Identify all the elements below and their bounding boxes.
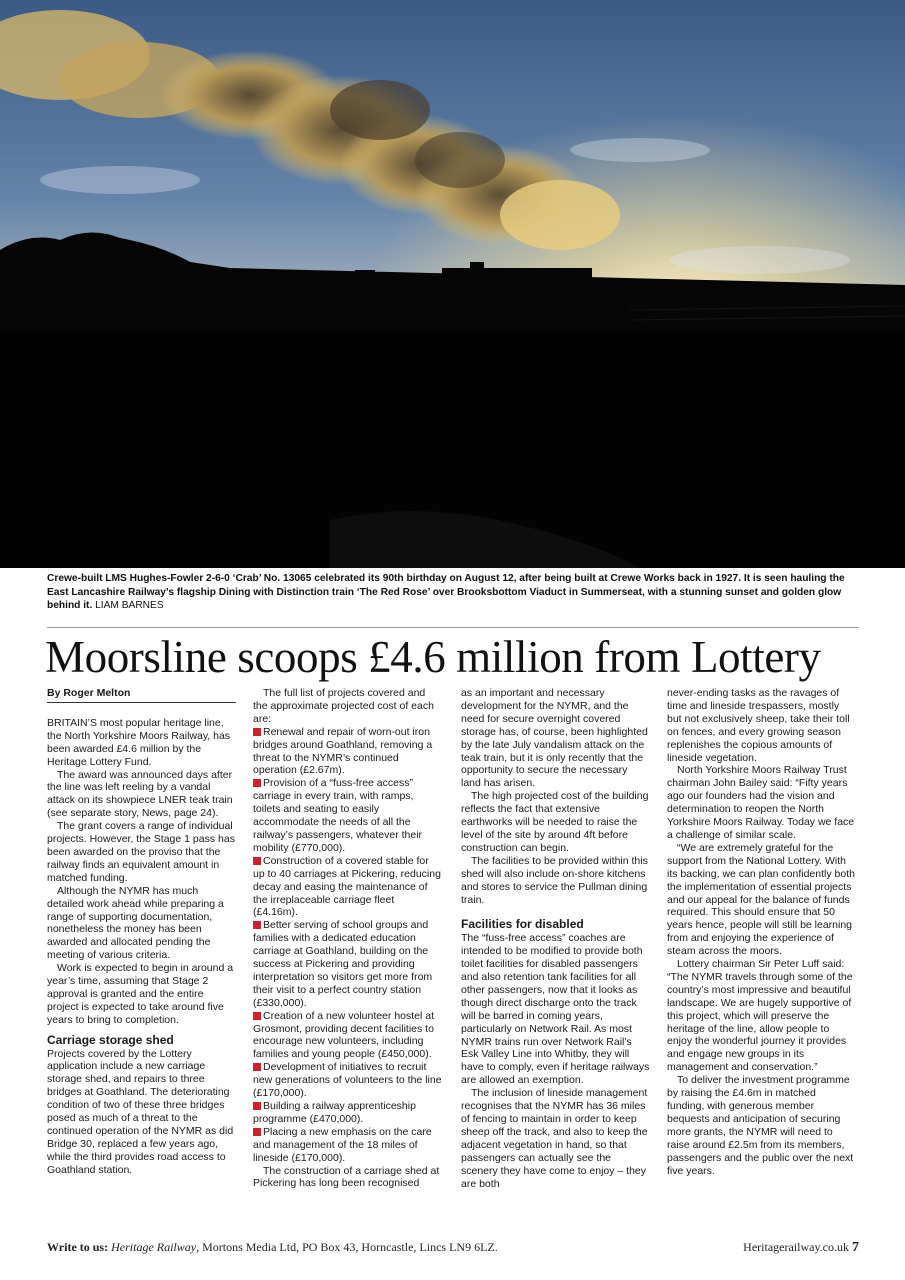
- project-bullet: Placing a new emphasis on the care and management of the 18 miles of lineside (£170,000).: [253, 1125, 432, 1164]
- column-1: [47, 687, 236, 1177]
- paragraph: The inclusion of lineside management recognises that the NYMR has 36 miles of fencing to maintain in order to keep sheep off the track, and also to keep the adjacent vegetation in hand, so that passengers can actually see the scenery they have come to enjoy – they are both: [461, 1087, 648, 1190]
- project-bullet: Building a railway apprenticeship programme (£470,000).: [253, 1100, 416, 1125]
- project-bullet: Provision of a “fuss-free access” carriage in every train, with ramps, toilets and seating to easily accommodate the needs of all the railway’s passengers, whatever their mobility (£770,000).: [253, 777, 423, 854]
- project-bullet: Creation of a new volunteer hostel at Grosmont, providing decent facilities to encourage new volunteers, including families and young people (£450,000).: [253, 1009, 435, 1061]
- caption-text: Crewe-built LMS Hughes-Fowler 2-6-0 ‘Crab’ No. 13065 celebrated its 90th birthday on August 12, after being built at Crewe Works back in 1927. It is seen hauling the East Lancashire Railway’s flagship Dining with Distinction train ‘The Red Rose’ over Brooksbottom Viaduct in Summerseat, with a stunning sunset and golden glow behind it.: [47, 573, 845, 612]
- bullet-square-icon: [253, 728, 261, 736]
- subhead-facilities-disabled: Facilities for disabled: [461, 917, 584, 932]
- column-2: [253, 687, 442, 1190]
- paragraph: The construction of a carriage shed at Pickering has long been recognised: [253, 1164, 440, 1190]
- footer-address: [47, 1240, 498, 1255]
- footer-magazine: Heritage Railway: [111, 1240, 197, 1254]
- article-body: [0, 687, 905, 1237]
- page-footer: [47, 1240, 859, 1258]
- bullet-square-icon: [253, 1128, 261, 1136]
- page-number: 7: [852, 1240, 859, 1255]
- project-bullet: Better serving of school groups and families with a dedicated education carriage at Goathland, building on the success at Pickering and providing interpretation so visitors get more from their visit to a perfect country station (£330,000).: [253, 919, 433, 1009]
- bullet-square-icon: [253, 1012, 261, 1020]
- bullet-square-icon: [253, 921, 261, 929]
- project-bullet: Development of initiatives to recruit new generations of volunteers to the line (£170,000).: [253, 1061, 442, 1100]
- bullet-square-icon: [253, 1063, 261, 1071]
- photo-caption: [47, 572, 859, 613]
- footer-label: Write to us:: [47, 1240, 109, 1254]
- paragraph: Projects covered by the Lottery application include a new carriage storage shed, and repairs to three bridges at Goathland. The deteriorating condition of two of these three bridges posed as much of a threat to the continued operation of the NYMR as did Bridge 30, replaced a few years ago, while the third provides road access to Goathland station.: [47, 1047, 234, 1176]
- paragraph: as an important and necessary development for the NYMR, and the need for secure overnight covered storage has, of course, been highlighted by the late July vandalism attack on the teak train, but it is only recently that the opportunity to secure the necessary land has arisen.: [461, 687, 648, 790]
- paragraph: never-ending tasks as the ravages of time and lineside trespassers, mostly but not exclusively sheep, take their toll on fences, and every growing season replenishes the copious amounts of lineside vegetation.: [667, 687, 850, 764]
- paragraph: The “fuss-free access” coaches are intended to be modified to provide both toilet facilities for disabled passengers and also retention tank facilities for all other passengers, now that it looks as though direct discharge onto the track will be barred in coming years, particularly on Network Rail. As most NYMR trains run over Network Rail’s Esk Valley Line into Whitby, they will have to comply, even if heritage railways are allowed an exemption.: [461, 932, 650, 1087]
- bullet-square-icon: [253, 779, 261, 787]
- paragraph: “We are extremely grateful for the support from the National Lottery. With its backing, we can plan confidently both the implementation of essential projects and our appeal for the balance of funds required. This should ensure that 50 years hence, people will still be learning from and enjoying the experience of steam across the moors.: [667, 841, 855, 958]
- column-4: [667, 687, 856, 1177]
- photo-credit: LIAM BARNES: [95, 600, 164, 612]
- paragraph: To deliver the investment programme by raising the £4.6m in matched funding, with generous member bequests and anticipation of securing more grants, the NYMR will need to raise around £2.5m from its members, passengers and the public over the next five years.: [667, 1074, 854, 1177]
- byline: By Roger Melton: [47, 687, 236, 703]
- footer-site: [743, 1240, 859, 1256]
- paragraph: Although the NYMR has much detailed work ahead while preparing a range of supporting documentation, nonetheless the money has been awarded and allocated pending the meeting of various criteria.: [47, 884, 224, 962]
- paragraph: Lottery chairman Sir Peter Luff said: “The NYMR travels through some of the country’s most impressive and beautiful landscape. We are hugely supportive of this project, which will preserve the heritage of the line, allow people to enjoy the wonderful journey it provides and engage new groups in its management and conservation.”: [667, 958, 853, 1074]
- hero-photo: [0, 0, 905, 568]
- paragraph: BRITAIN’S most popular heritage line, the North Yorkshire Moors Railway, has been awarded £4.6 million by the Heritage Lottery Fund.: [47, 716, 231, 768]
- website-link[interactable]: Heritagerailway.co.uk: [743, 1240, 849, 1254]
- paragraph: The full list of projects covered and the approximate projected cost of each are:: [253, 687, 434, 725]
- footer-address-text: , Mortons Media Ltd, PO Box 43, Horncastle, Lincs LN9 6LZ.: [196, 1240, 498, 1254]
- paragraph: Work is expected to begin in around a year’s time, assuming that Stage 2 approval is granted and the entire project is expected to take around five years to bring to completion.: [47, 962, 234, 1026]
- subhead-carriage-storage: Carriage storage shed: [47, 1032, 174, 1047]
- sunset-train-illustration: [0, 0, 905, 568]
- paragraph: The high projected cost of the building reflects the fact that extensive earthworks will be needed to raise the level of the site by around 4ft before construction can begin.: [461, 790, 649, 854]
- project-bullet: Renewal and repair of worn-out iron bridges around Goathland, removing a threat to the NYMR’s continued operation (£2.67m).: [253, 725, 433, 777]
- paragraph: North Yorkshire Moors Railway Trust chairman John Bailey said: “Fifty years ago our founders had the vision and determination to reopen the North Yorkshire Moors Railway. Today we face a challenge of similar scale.: [667, 764, 855, 841]
- paragraph: The facilities to be provided within this shed will also include on-shore kitchens and stores to service the Pullman dining train.: [461, 854, 648, 906]
- bullet-square-icon: [253, 1102, 261, 1110]
- column-3: [461, 687, 650, 1190]
- project-bullet: Construction of a covered stable for up to 40 carriages at Pickering, reducing decay and easing the maintenance of the irreplaceable carriage fleet (£4.16m).: [253, 854, 441, 919]
- bullet-square-icon: [253, 857, 261, 865]
- paragraph: The grant covers a range of individual projects. However, the Stage 1 pass has been awarded on the proviso that the railway finds an equivalent amount in matched funding.: [47, 820, 235, 884]
- paragraph: The award was announced days after the line was left reeling by a vandal attack on its showpiece LNER teak train (see separate story, News, page 24).: [47, 768, 233, 820]
- headline: Moorsline scoops £4.6 million from Lottery: [45, 632, 821, 682]
